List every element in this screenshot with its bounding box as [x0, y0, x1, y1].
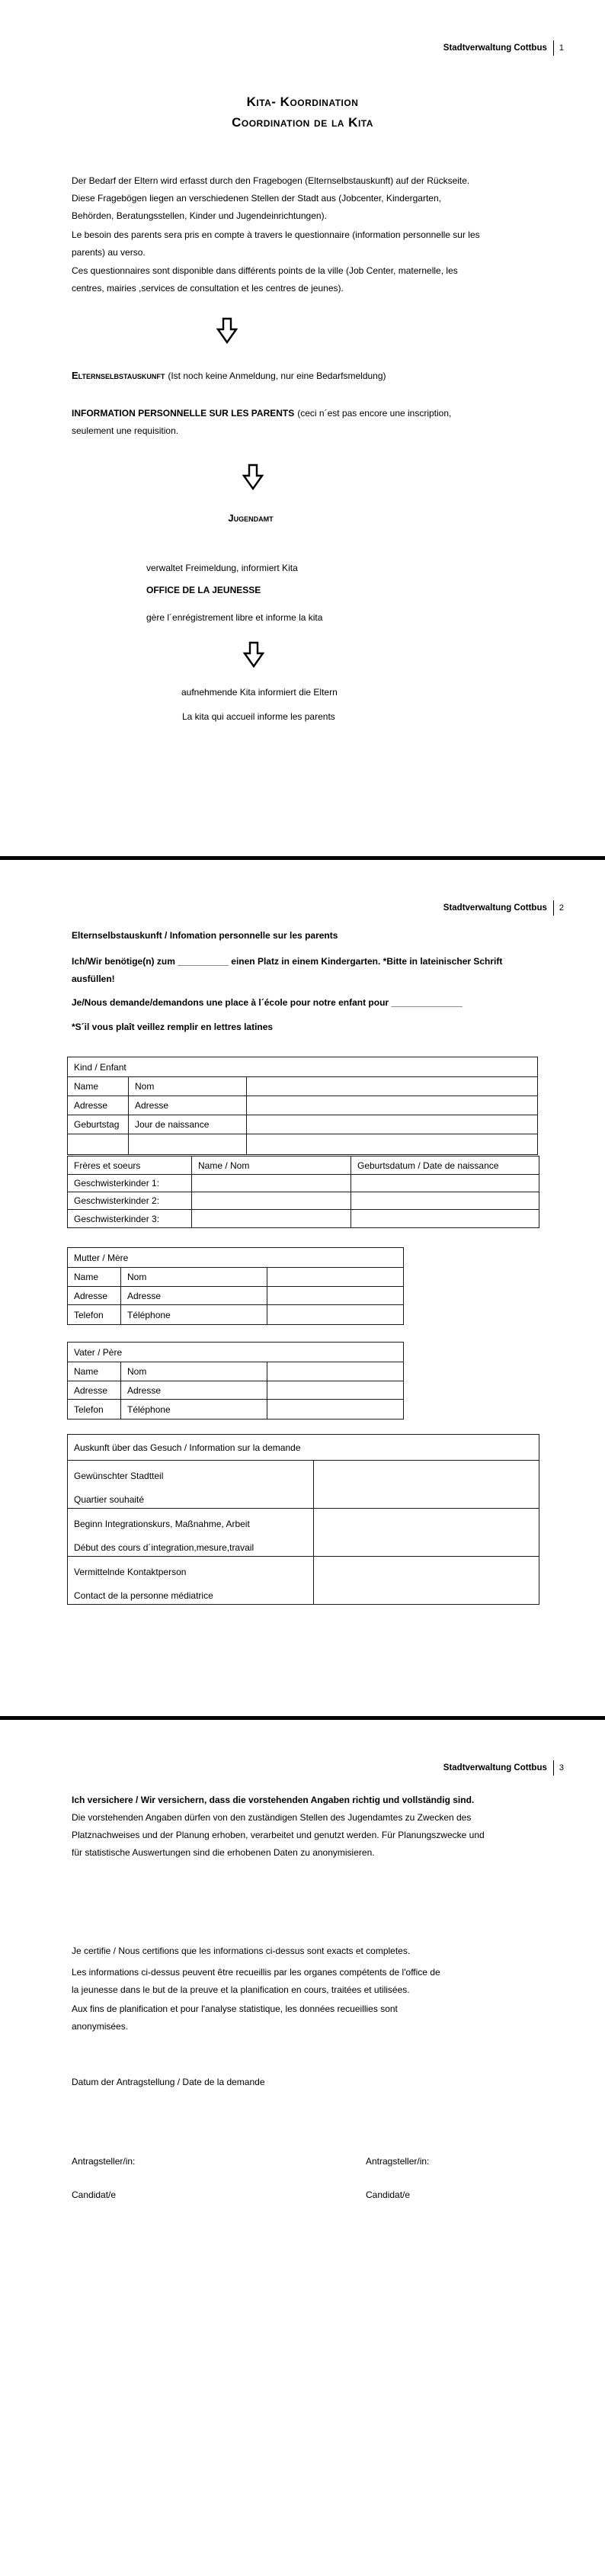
paragraph-fr-1: Le besoin des parents sera pris en compte à travers le questionnaire (information personnelle sur les parents) au verso. [72, 229, 480, 258]
fill-in-cell [314, 1509, 539, 1557]
certify-fr-1: Je certifie / Nous certifions que les informations ci-dessus sont exacts et completes. [72, 1946, 411, 1956]
page-number: 3 [559, 1763, 564, 1772]
child-table [67, 1057, 538, 1155]
date-label: Datum der Antragstellung / Date de la demande [72, 2077, 265, 2087]
table-row [68, 1134, 538, 1155]
table-row: Vermittelnde Kontaktperson Contact de la personne médiatrice [68, 1557, 539, 1605]
request-table [67, 1434, 539, 1605]
down-arrow-icon [216, 317, 238, 345]
title-line-fr: Coordination de la Kita [232, 115, 373, 130]
table-row: Name Nom [68, 1362, 404, 1381]
table-row: Adresse Adresse [68, 1096, 538, 1115]
title-line-de: Kita- Koordination [246, 95, 359, 109]
intro-fr: Je/Nous demande/demandons une place à l´école pour notre enfant pour ______________ [72, 997, 463, 1008]
jugendamt-role-de: verwaltet Freimeldung, informiert Kita [146, 563, 298, 573]
header-divider [553, 40, 554, 56]
paragraph-fr-2: Ces questionnaires sont disponible dans différents points de la ville (Job Center, maternelle, les centres, mairies ,services de consultation et les centres de jeunes). [72, 265, 458, 294]
fill-in-cell [129, 1134, 247, 1155]
candidate-label-left: Candidat/e [72, 2189, 117, 2200]
certify-fr-3: Aux fins de planification et pour l'analyse statistique, les données recueillies sont anonymisées. [72, 2003, 398, 2032]
table-row [68, 1248, 404, 1268]
info-label: INFORMATION PERSONNELLE SUR LES PARENTS [72, 408, 295, 419]
fill-in-cell [351, 1175, 539, 1192]
table-row: Telefon Téléphone [68, 1400, 404, 1420]
page-header [443, 900, 564, 916]
eltern-section-label [72, 367, 559, 385]
brand-label: Stadtverwaltung Cottbus [443, 43, 547, 53]
table-row: Geschwisterkinder 1: [68, 1175, 539, 1192]
eltern-note: (Ist noch keine Anmeldung, nur eine Bedarfsmeldung) [168, 371, 386, 381]
fill-in-cell [192, 1192, 351, 1210]
page-header [443, 1760, 564, 1776]
header-divider [553, 1760, 554, 1776]
info-note-line2: seulement une requisition. [72, 425, 179, 436]
table-row [68, 1343, 404, 1362]
table-row: Adresse Adresse [68, 1287, 404, 1305]
table-row: Geschwisterkinder 2: [68, 1192, 539, 1210]
page-number: 2 [559, 903, 564, 913]
fill-in-cell [314, 1461, 539, 1509]
brand-label: Stadtverwaltung Cottbus [443, 903, 547, 913]
office-role-fr: gère l´enrégistrement libre et informe la kita [146, 612, 323, 623]
fill-in-cell [351, 1210, 539, 1228]
fill-in-cell [314, 1557, 539, 1605]
jugendamt-label: Jugendamt [228, 512, 274, 524]
fill-in-cell [267, 1287, 404, 1305]
candidate-label-right: Candidat/e [366, 2189, 411, 2200]
fill-in-cell [267, 1362, 404, 1381]
fill-in-cell [267, 1305, 404, 1325]
fill-in-cell [192, 1175, 351, 1192]
fill-in-cell [247, 1096, 538, 1115]
siblings-table [67, 1156, 539, 1228]
office-label: OFFICE DE LA JEUNESSE [146, 585, 261, 595]
table-row: Name Nom [68, 1077, 538, 1096]
table-row: Name Nom [68, 1268, 404, 1287]
page-header [443, 40, 564, 56]
latin-note-fr: *S´il vous plaît veillez remplir en lettres latines [72, 1022, 274, 1032]
table-row: Beginn Integrationskurs, Maßnahme, Arbeit Début des cours d´integration,mesure,travail [68, 1509, 539, 1557]
assurance-bold-line: Ich versichere / Wir versichern, dass die vorstehenden Angaben richtig und vollständig sind. [72, 1795, 475, 1805]
applicant-label-left: Antragsteller/in: [72, 2156, 136, 2167]
mother-table-title: Mutter / Mère [68, 1248, 404, 1268]
request-table-title: Auskunft über das Gesuch / Information sur la demande [68, 1435, 539, 1461]
table-row: Geburtstag Jour de naissance [68, 1115, 538, 1134]
table-row [68, 1435, 539, 1461]
fill-in-cell [247, 1115, 538, 1134]
kita-informs-de: aufnehmende Kita informiert die Eltern [181, 687, 338, 698]
intro-de: Ich/Wir benötige(n) zum __________ einen Platz in einem Kindergarten. *Bitte in lateinischer Schrift ausfüllen! [72, 956, 503, 984]
table-header-row [68, 1156, 539, 1175]
siblings-col2: Name / Nom [192, 1156, 351, 1175]
info-section-label [72, 405, 544, 440]
applicant-label-right: Antragsteller/in: [366, 2156, 430, 2167]
page-3 [0, 1720, 605, 2576]
down-arrow-icon [242, 464, 264, 491]
child-table-title: Kind / Enfant [68, 1057, 538, 1077]
siblings-col3: Geburtsdatum / Date de naissance [351, 1156, 539, 1175]
page-1 [0, 0, 605, 856]
assurance-paragraph: Ich versichere / Wir versichern, dass die vorstehenden Angaben richtig und vollständig sind. Die vorstehenden Angaben dürfen von den zuständigen Stellen des Jugendamtes zu Zwecken des Platznachweises und der Planung erhoben, verarbeitet und genutzt werden. Für Planungszwecke und für statistische Auswertungen sind die erhobenen Daten zu anonymisieren. [72, 1792, 559, 1862]
eltern-label: Elternselbstauskunft [72, 370, 165, 381]
table-row: Gewünschter Stadtteil Quartier souhaité [68, 1461, 539, 1509]
father-table [67, 1342, 404, 1420]
mother-table [67, 1247, 404, 1325]
info-note-line1: (ceci n´est pas encore une inscription, [297, 408, 452, 419]
page-2 [0, 860, 605, 1716]
document-title [0, 91, 605, 133]
table-row: Adresse Adresse [68, 1381, 404, 1400]
siblings-col1: Frères et soeurs [68, 1156, 192, 1175]
brand-label: Stadtverwaltung Cottbus [443, 1763, 547, 1772]
fill-in-cell [192, 1210, 351, 1228]
down-arrow-icon [243, 641, 264, 669]
table-row [68, 1057, 538, 1077]
fill-in-cell [267, 1381, 404, 1400]
kita-informs-fr: La kita qui accueil informe les parents [182, 711, 335, 722]
fill-in-cell [68, 1134, 129, 1155]
table-row: Telefon Téléphone [68, 1305, 404, 1325]
certify-fr-2: Les informations ci-dessus peuvent être recueillis par les organes compétents de l'office de la jeunesse dans le but de la preuve et la planification en cours, traitées et utilisées. [72, 1967, 440, 1995]
fill-in-cell [247, 1134, 538, 1155]
fill-in-cell [247, 1077, 538, 1096]
fill-in-cell [267, 1268, 404, 1287]
father-table-title: Vater / Père [68, 1343, 404, 1362]
paragraph-de: Der Bedarf der Eltern wird erfasst durch den Fragebogen (Elternselbstauskunft) auf der Rückseite. Diese Fragebögen liegen an verschiedenen Stellen der Stadt aus (Jobcenter, Kindergarten, Behörden, Beratungsstellen, Kinder und Jugendeinrichtungen). [72, 175, 470, 221]
fill-in-cell [267, 1400, 404, 1420]
fill-in-cell [351, 1192, 539, 1210]
header-divider [553, 900, 554, 916]
page-number: 1 [559, 43, 564, 53]
table-row: Geschwisterkinder 3: [68, 1210, 539, 1228]
form-heading: Elternselbstauskunft / Infomation personnelle sur les parents [72, 930, 338, 941]
